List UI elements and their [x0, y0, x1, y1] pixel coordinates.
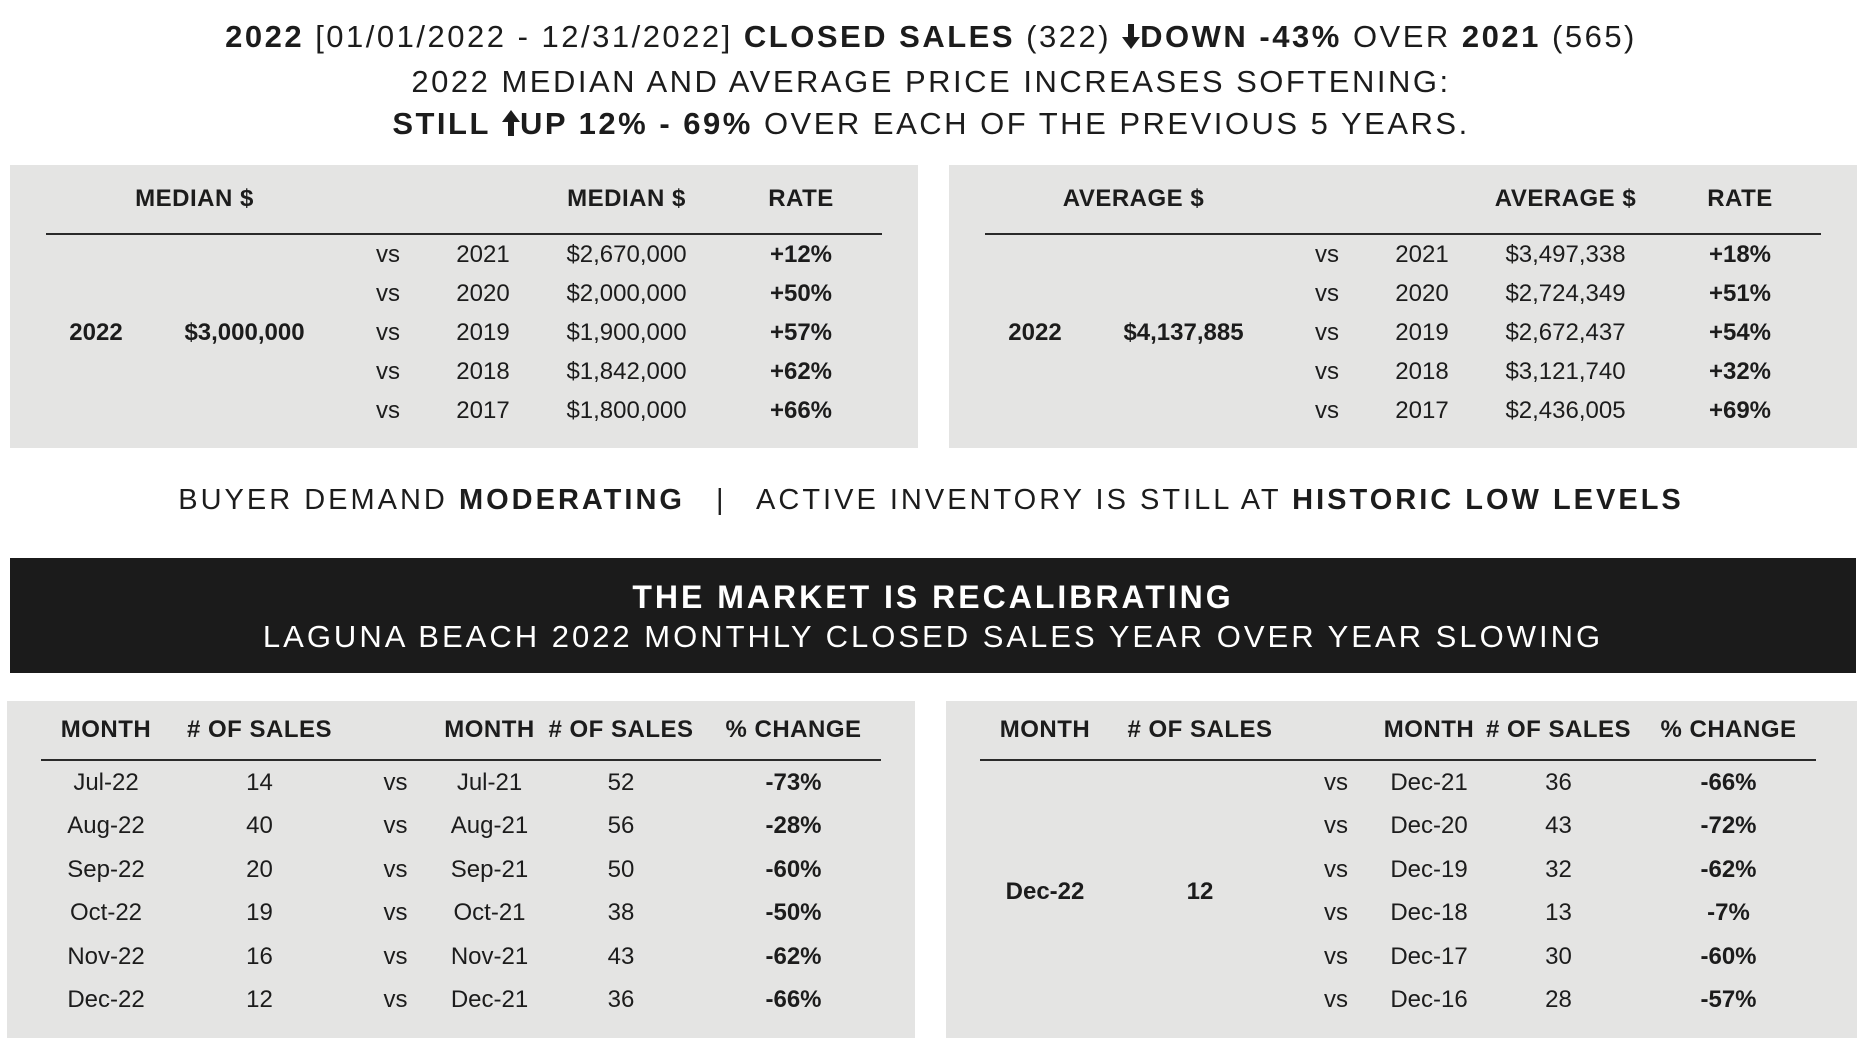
vs-label: vs	[383, 942, 408, 970]
prior-month: Dec-16	[1390, 986, 1468, 1014]
current-month: Dec-22	[1005, 877, 1085, 905]
prior-month: Jul-21	[456, 768, 523, 796]
compare-year: 2017	[456, 396, 510, 424]
header-prior-month: MONTH	[1382, 701, 1476, 760]
vs-label: vs	[383, 899, 408, 927]
header-change: % CHANGE	[1641, 701, 1816, 760]
average-current-value: $4,137,885	[1123, 318, 1244, 346]
headline-rest: OVER EACH OF THE PREVIOUS 5 YEARS.	[763, 106, 1470, 141]
average-current-year: 2022	[1008, 318, 1062, 346]
sales: 20	[246, 855, 273, 883]
table-row	[46, 234, 882, 274]
header-blank	[1290, 701, 1382, 760]
demand-separator: |	[716, 484, 727, 516]
monthly-sales-left-panel	[7, 701, 915, 1038]
compare-year: 2017	[1395, 396, 1449, 424]
monthly-right-header-row	[980, 701, 1816, 760]
compare-year: 2019	[1395, 318, 1449, 346]
month: Sep-22	[67, 855, 145, 883]
demand-part-4: HISTORIC LOW LEVELS	[1292, 484, 1684, 516]
banner-title: THE MARKET IS RECALIBRATING	[632, 579, 1234, 615]
vs-label: vs	[1315, 318, 1339, 346]
monthly-left-header-row	[41, 701, 881, 760]
month: Oct-22	[69, 899, 143, 927]
prior-sales: 52	[607, 768, 635, 796]
median-current-year: 2022	[69, 318, 123, 346]
up-arrow-icon	[502, 105, 520, 147]
demand-part-2: MODERATING	[458, 484, 685, 516]
vs-label: vs	[1324, 768, 1348, 796]
header-month: MONTH	[41, 701, 171, 760]
percent-change: -60%	[765, 855, 822, 883]
header-prior-month: MONTH	[443, 701, 536, 760]
header-blank	[348, 701, 443, 760]
vs-label: vs	[383, 812, 408, 840]
table-row	[41, 979, 881, 1023]
prior-sales: 43	[607, 942, 635, 970]
compare-year: 2021	[456, 240, 510, 268]
headline-closed-label: CLOSED SALES	[743, 19, 1016, 54]
median-price-panel	[10, 165, 918, 448]
compare-value: $3,497,338	[1505, 240, 1626, 268]
prior-sales: 50	[607, 855, 635, 883]
prior-sales: 56	[607, 812, 635, 840]
current-sales: 12	[1186, 877, 1214, 905]
compare-value: $1,800,000	[566, 396, 687, 424]
median-current-value: $3,000,000	[184, 318, 305, 346]
vs-label: vs	[376, 240, 400, 268]
prior-month: Dec-21	[450, 986, 529, 1014]
average-price-table	[985, 165, 1821, 430]
prior-sales: 28	[1545, 986, 1572, 1014]
header-prior-sales: # OF SALES	[1476, 701, 1641, 760]
prior-month: Dec-17	[1390, 942, 1468, 970]
compare-value: $2,724,349	[1505, 279, 1626, 307]
rate-value: +12%	[769, 240, 833, 268]
prior-month: Oct-21	[453, 899, 526, 927]
compare-year: 2019	[456, 318, 510, 346]
headline-closed-count: (322)	[1026, 19, 1112, 54]
average-header-blank-2	[1372, 165, 1472, 234]
compare-year: 2018	[456, 357, 510, 385]
rate-value: +66%	[769, 396, 833, 424]
prior-month: Dec-21	[1390, 768, 1468, 796]
average-header-label: AVERAGE $	[985, 165, 1282, 234]
prior-sales: 13	[1545, 899, 1572, 927]
percent-change: -57%	[1700, 986, 1757, 1014]
compare-year: 2021	[1395, 240, 1449, 268]
table-row	[41, 935, 881, 979]
headline-prior-count: (565)	[1552, 19, 1637, 54]
vs-label: vs	[1315, 240, 1339, 268]
median-header-blank-1	[343, 165, 433, 234]
headline-line-1	[0, 16, 1862, 61]
vs-label: vs	[376, 357, 400, 385]
header-sales: # OF SALES	[171, 701, 348, 760]
vs-label: vs	[1315, 357, 1339, 385]
rate-value: +50%	[769, 279, 833, 307]
percent-change: -66%	[765, 986, 822, 1014]
rate-value: +69%	[1708, 396, 1772, 424]
percent-change: -50%	[765, 899, 822, 927]
compare-year: 2020	[456, 279, 510, 307]
compare-value: $2,672,437	[1505, 318, 1626, 346]
vs-label: vs	[1315, 396, 1339, 424]
prior-month: Aug-21	[450, 812, 529, 840]
percent-change: -73%	[765, 768, 822, 796]
median-header-blank-2	[433, 165, 533, 234]
vs-label: vs	[1324, 942, 1348, 970]
compare-value: $2,000,000	[566, 279, 687, 307]
table-row	[985, 234, 1821, 274]
headline-line-3	[0, 103, 1862, 147]
compare-year: 2018	[1395, 357, 1449, 385]
median-header-label: MEDIAN $	[46, 165, 343, 234]
compare-year: 2020	[1395, 279, 1449, 307]
rate-value: +51%	[1708, 279, 1772, 307]
sales: 40	[246, 812, 273, 840]
prior-sales: 30	[1545, 942, 1572, 970]
compare-value: $1,900,000	[566, 318, 687, 346]
compare-value: $2,670,000	[566, 240, 687, 268]
header-sales: # OF SALES	[1110, 701, 1290, 760]
headline-date-range: [01/01/2022 - 12/31/2022]	[315, 19, 733, 54]
banner-subtitle: LAGUNA BEACH 2022 MONTHLY CLOSED SALES YEAR OVER YEAR SLOWING	[262, 619, 1604, 654]
headline-year: 2022	[225, 19, 305, 54]
demand-statement	[0, 480, 1862, 520]
median-price-table	[46, 165, 882, 430]
monthly-sales-right-panel	[946, 701, 1857, 1038]
percent-change: -60%	[1700, 942, 1757, 970]
compare-value: $2,436,005	[1505, 396, 1626, 424]
average-header-blank-1	[1282, 165, 1372, 234]
percent-change: -72%	[1700, 812, 1757, 840]
vs-label: vs	[383, 855, 408, 883]
demand-part-3: ACTIVE INVENTORY IS STILL AT	[756, 484, 1282, 516]
percent-change: -62%	[765, 942, 822, 970]
headline-still: STILL	[392, 106, 491, 141]
sales: 12	[246, 986, 273, 1014]
prior-sales: 36	[1545, 768, 1572, 796]
rate-value: +54%	[1708, 318, 1772, 346]
compare-value: $3,121,740	[1505, 357, 1626, 385]
average-header-compare: AVERAGE $	[1472, 165, 1659, 234]
table-row	[980, 760, 1816, 805]
sales: 16	[246, 942, 273, 970]
compare-value: $1,842,000	[566, 357, 687, 385]
table-row	[41, 760, 881, 805]
headline	[0, 16, 1862, 147]
headline-over-label: OVER	[1352, 19, 1451, 54]
sales: 14	[246, 768, 273, 796]
rate-value: +18%	[1708, 240, 1772, 268]
vs-label: vs	[1315, 279, 1339, 307]
percent-change: -7%	[1707, 899, 1750, 927]
percent-change: -66%	[1700, 768, 1757, 796]
vs-label: vs	[1324, 986, 1348, 1014]
headline-down-label: DOWN -43%	[1140, 19, 1342, 54]
rate-value: +57%	[769, 318, 833, 346]
median-header-compare: MEDIAN $	[533, 165, 720, 234]
monthly-sales-left-table	[41, 701, 881, 1022]
table-row	[41, 848, 881, 892]
rate-value: +32%	[1708, 357, 1772, 385]
month: Dec-22	[67, 986, 145, 1014]
percent-change: -62%	[1700, 855, 1757, 883]
vs-label: vs	[1324, 899, 1348, 927]
prior-sales: 43	[1545, 812, 1572, 840]
month: Jul-22	[73, 768, 139, 796]
header-prior-sales: # OF SALES	[536, 701, 706, 760]
vs-label: vs	[1324, 812, 1348, 840]
market-banner	[10, 558, 1856, 673]
header-month: MONTH	[980, 701, 1110, 760]
prior-sales: 32	[1545, 855, 1572, 883]
down-arrow-icon	[1122, 19, 1140, 61]
table-row	[41, 892, 881, 936]
vs-label: vs	[1324, 855, 1348, 883]
prior-sales: 36	[607, 986, 635, 1014]
vs-label: vs	[383, 768, 408, 796]
prior-month: Dec-18	[1390, 899, 1468, 927]
percent-change: -28%	[765, 812, 822, 840]
demand-part-1: BUYER DEMAND	[178, 484, 448, 516]
headline-line-2: 2022 MEDIAN AND AVERAGE PRICE INCREASES SOFTENING:	[411, 64, 1451, 99]
monthly-sales-right-table	[980, 701, 1816, 1022]
sales: 19	[246, 899, 273, 927]
headline-prior-year: 2021	[1461, 19, 1541, 54]
vs-label: vs	[383, 986, 408, 1014]
table-row	[41, 805, 881, 849]
vs-label: vs	[376, 396, 400, 424]
median-header-rate: RATE	[720, 165, 882, 234]
prior-month: Dec-20	[1390, 812, 1468, 840]
prior-sales: 38	[607, 899, 635, 927]
average-price-panel	[949, 165, 1857, 448]
month: Nov-22	[67, 942, 145, 970]
prior-month: Sep-21	[450, 855, 529, 883]
prior-month: Dec-19	[1390, 855, 1468, 883]
header-change: % CHANGE	[706, 701, 881, 760]
month: Aug-22	[67, 812, 145, 840]
headline-up-label: UP 12% - 69%	[520, 106, 753, 141]
rate-value: +62%	[769, 357, 833, 385]
median-header-row	[46, 165, 882, 234]
vs-label: vs	[376, 318, 400, 346]
prior-month: Nov-21	[450, 942, 529, 970]
vs-label: vs	[376, 279, 400, 307]
average-header-row	[985, 165, 1821, 234]
average-header-rate: RATE	[1659, 165, 1821, 234]
